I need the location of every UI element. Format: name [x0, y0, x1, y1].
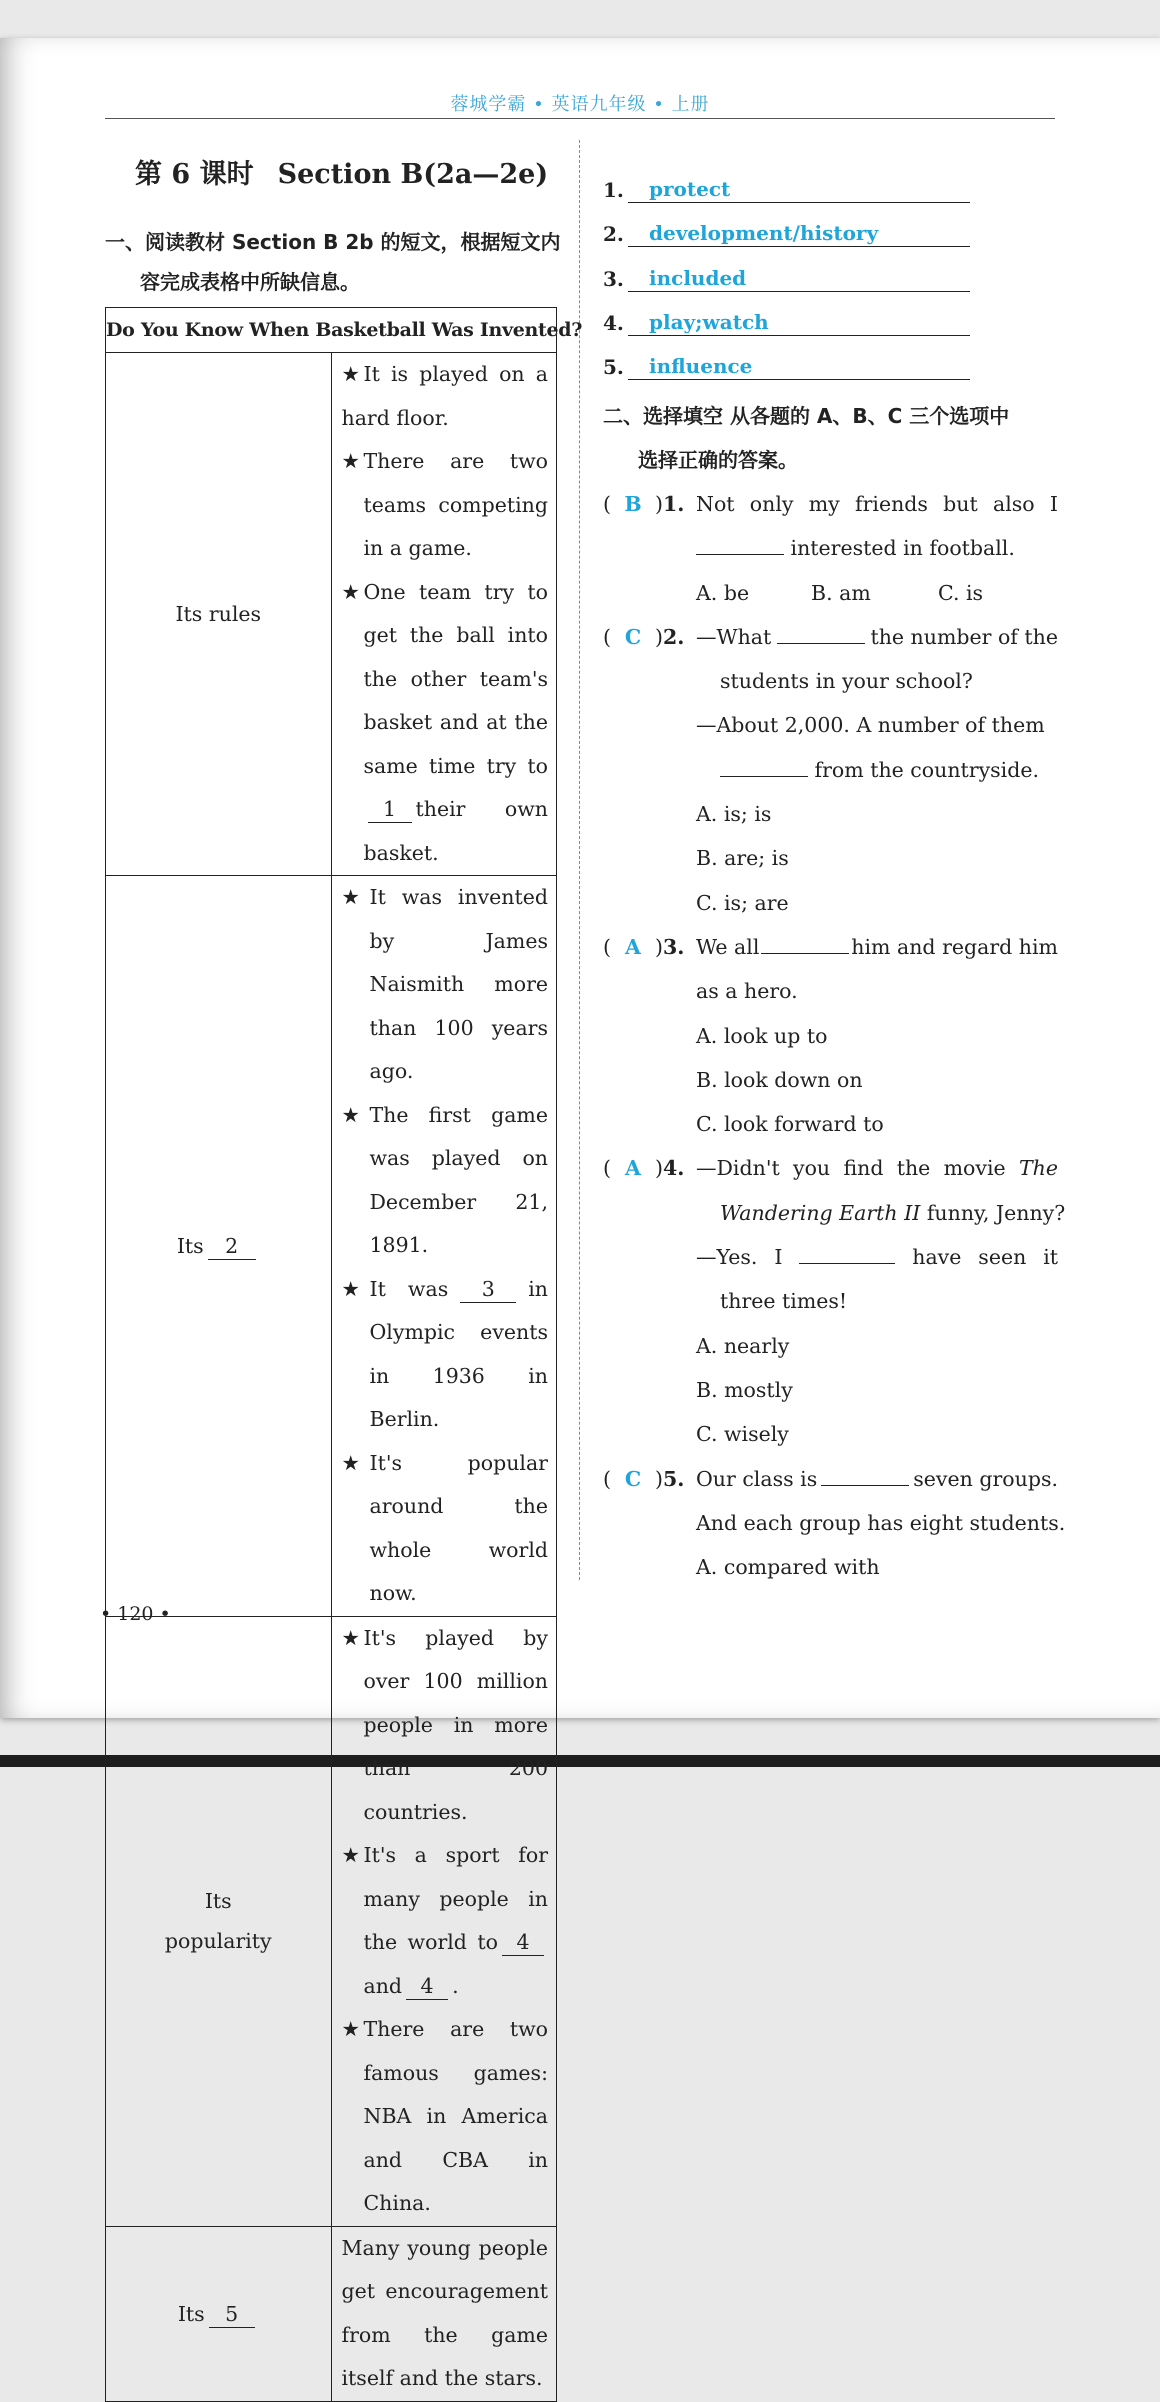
question-1: ( B )1. Not only my friends but also I interested in football. A. be B. am C. is — [603, 482, 1058, 615]
star-icon: ★ — [341, 579, 360, 604]
blank-1: 1 — [368, 796, 412, 823]
option-a: A. is; is — [696, 802, 772, 827]
lesson-number: 第 6 课时 — [135, 159, 254, 190]
answer-row: 3. included — [603, 261, 973, 305]
column-divider — [579, 140, 580, 1580]
answer-blank — [696, 532, 784, 555]
answer-row: 4. play;watch — [603, 305, 973, 349]
list-item: ★ One team try to get the ball into the other team's basket and at the same time try to1 their own basket. — [342, 571, 549, 876]
blank-5: 5 — [209, 2301, 255, 2328]
option-b: B. am — [811, 580, 871, 605]
row-label-rules: Its rules — [106, 353, 332, 876]
part1-instruction-line1: 一、阅读教材 Section B 2b 的短文，根据短文内 — [105, 230, 561, 254]
star-icon: ★ — [341, 1625, 360, 1650]
answer-row: 2. development/history — [603, 216, 973, 260]
answer-text: development/history — [649, 221, 879, 246]
answer-text: play;watch — [649, 309, 769, 334]
option-c: C. is; are — [696, 890, 789, 915]
option-a: A. be — [696, 580, 750, 605]
question-list — [603, 482, 1066, 1589]
answer-text: included — [649, 265, 747, 290]
option-c: C. is — [938, 580, 984, 605]
list-item: ★ It was invented by James Naismith more than 100 years ago. — [342, 876, 549, 1094]
blank-2: 2 — [208, 1233, 256, 1260]
header-rule — [105, 118, 1055, 119]
answer-bracket: ( A )3. — [603, 925, 696, 969]
chosen-answer: C — [624, 1466, 642, 1491]
table-row-influence — [106, 2226, 557, 2401]
option-b: B. mostly — [696, 1377, 793, 1402]
info-table — [105, 307, 583, 2402]
answer-blank — [720, 754, 808, 777]
rules-content — [331, 353, 557, 876]
question-4: ( A )4. —Didn't you find the movie The Wandering Earth II funny, Jenny? —Yes. I have seen it three times! A. nearly B. mostly C. wisely — [603, 1146, 1058, 1456]
option-b: B. look down on — [696, 1067, 863, 1092]
table-row-popularity — [106, 1616, 557, 2226]
answer-blank — [761, 931, 849, 954]
option-c: C. wisely — [696, 1422, 789, 1447]
history-content — [331, 876, 557, 1617]
table-row-rules — [106, 353, 557, 876]
lesson-title — [135, 152, 548, 191]
option-b: B. are; is — [696, 846, 789, 871]
influence-content — [331, 2226, 557, 2401]
influence-text: Many young people get encouragement from the game itself and the stars. — [341, 2235, 548, 2390]
star-icon: ★ — [341, 1276, 360, 1301]
star-icon: ★ — [341, 1102, 360, 1127]
chosen-answer: C — [624, 624, 642, 649]
star-icon: ★ — [341, 449, 360, 473]
answer-blank — [777, 621, 865, 644]
blank-4b: 4 — [406, 1973, 448, 2000]
part1-instruction-line2: 容完成表格中所缺信息。 — [140, 270, 360, 294]
option-a: A. compared with — [696, 1555, 880, 1580]
movie-title: Wandering Earth II — [720, 1200, 921, 1225]
table-title: Do You Know When Basketball Was Invented? — [106, 308, 557, 353]
list-item: ★ There are two teams competing in a game. — [342, 440, 549, 571]
option-c: C. look forward to — [696, 1112, 884, 1137]
list-item: ★ There are two famous games: NBA in America and CBA in China. — [342, 2008, 549, 2226]
list-item: ★ It's popular around the whole world now. — [342, 1442, 549, 1616]
answer-bracket: ( C )2. — [603, 615, 696, 659]
question-5: ( C )5. Our class is seven groups. And each group has eight students. A. compared with — [603, 1457, 1058, 1590]
star-icon: ★ — [341, 885, 360, 909]
answer-row: 5. influence — [603, 349, 973, 393]
row-label-influence: Its 5 — [106, 2226, 332, 2401]
list-item: ★ It's played by over 100 million people in more than 200 countries. — [342, 1617, 549, 1835]
answer-bracket: ( C )5. — [603, 1457, 696, 1501]
row-label-history: Its 2 — [106, 876, 332, 1617]
answer-text: protect — [649, 177, 731, 201]
list-item: ★ It's a sport for many people in the world to 4and 4 . — [342, 1834, 549, 2008]
blank-3: 3 — [460, 1276, 516, 1303]
lesson-section: Section B(2a—2e) — [277, 159, 549, 190]
part1-instruction — [105, 222, 565, 302]
answer-text: influence — [649, 354, 753, 379]
row-label-popularity: Its popularity — [106, 1616, 332, 2226]
part2-instruction-line2: 选择正确的答案。 — [638, 448, 798, 472]
list-item: ★ It is played on a hard floor. — [342, 353, 549, 440]
chosen-answer: B — [624, 492, 642, 516]
answer-blank — [821, 1463, 909, 1486]
option-a: A. nearly — [696, 1333, 790, 1358]
answer-bracket: ( B )1. — [603, 482, 696, 526]
list-item: ★ It was 3 in Olympic events in 1936 in Berlin. — [342, 1268, 549, 1442]
star-icon: ★ — [341, 362, 360, 386]
option-a: A. look up to — [696, 1023, 828, 1048]
chosen-answer: A — [625, 934, 641, 959]
star-icon: ★ — [341, 2017, 360, 2041]
running-header: 蓉城学霸 • 英语九年级 • 上册 — [450, 94, 710, 115]
popularity-content — [331, 1616, 557, 2226]
list-item: ★ The first game was played on December 21, 1891. — [342, 1094, 549, 1268]
blank-4a: 4 — [502, 1929, 544, 1956]
chosen-answer: A — [625, 1156, 641, 1181]
answer-bracket: ( A )4. — [603, 1146, 696, 1190]
question-3: ( A )3. We all him and regard him as a hero. A. look up to B. look down on C. look forward to — [603, 925, 1058, 1146]
star-icon: ★ — [341, 1843, 360, 1867]
answer-row: 1. protect — [603, 172, 973, 216]
answer-blank — [799, 1241, 895, 1264]
answer-key — [603, 172, 973, 393]
part2-instruction-line1: 二、选择填空 从各题的 A、B、C 三个选项中 — [603, 404, 1010, 428]
table-row-history — [106, 876, 557, 1617]
question-2: ( C )2. —What the number of the students in your school? —About 2,000. A number of them from the countryside. A. is; is B. are; is C. is; are — [603, 615, 1058, 925]
star-icon: ★ — [341, 1450, 360, 1475]
page-number: • 120 • — [100, 1603, 171, 1625]
part2-instruction — [603, 394, 1058, 482]
